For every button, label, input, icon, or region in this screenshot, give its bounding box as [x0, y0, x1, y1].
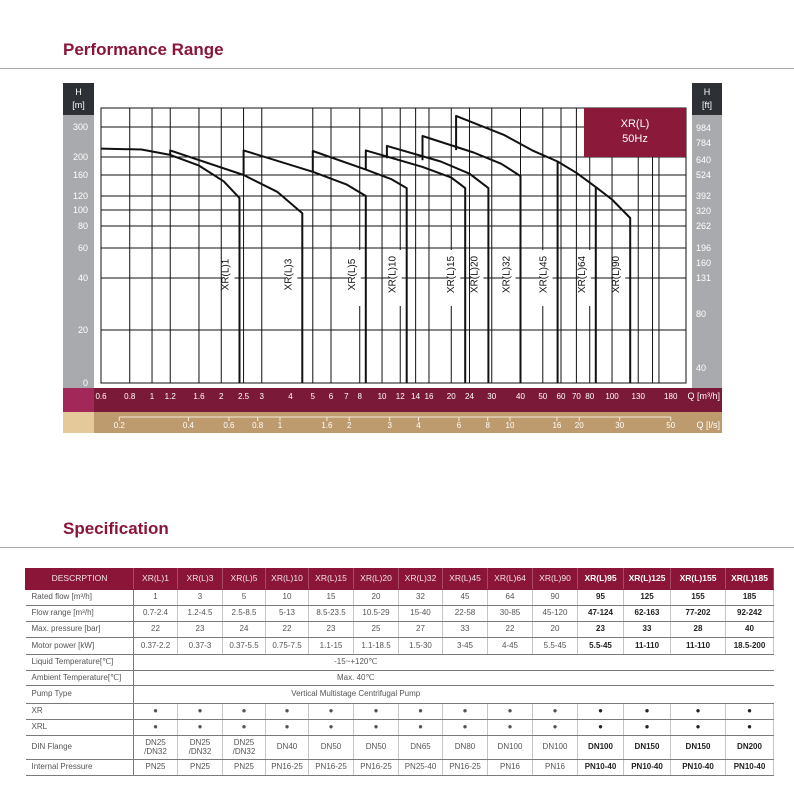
- table-cell: 24: [223, 622, 266, 638]
- table-cell: PN16-25: [309, 760, 354, 776]
- table-cell: 10.5-29: [354, 606, 399, 622]
- table-cell: ●: [266, 704, 309, 720]
- table-cell: ●: [134, 704, 178, 720]
- table-row: [26, 686, 774, 704]
- table-cell: ●: [624, 704, 671, 720]
- y-tick-label: 20: [77, 325, 88, 335]
- table-cell: PN10-40: [624, 760, 671, 776]
- right-axis-label: H: [703, 87, 711, 97]
- table-cell: 47-124: [578, 606, 624, 622]
- table-cell: DN25 /DN32: [178, 736, 223, 760]
- table-cell: 15: [309, 590, 354, 606]
- x-ls-tick-label: 10: [505, 421, 515, 430]
- header-model: XR(L)95: [578, 569, 624, 590]
- table-cell: ●: [178, 720, 223, 736]
- table-cell: PN10-40: [726, 760, 774, 776]
- table-cell: ●: [533, 704, 578, 720]
- x-tick-label: 20: [446, 392, 456, 401]
- section-divider: [0, 547, 794, 548]
- x-tick-label: 8: [357, 392, 362, 401]
- table-cell: 1: [134, 590, 178, 606]
- x-tick-label: 3: [259, 392, 264, 401]
- row-label: Max. pressure [bar]: [26, 622, 134, 638]
- table-cell: DN40: [266, 736, 309, 760]
- table-cell: 1.1-18.5: [354, 638, 399, 655]
- table-cell: 0.75-7.5: [266, 638, 309, 655]
- table-cell: 22-58: [443, 606, 488, 622]
- table-cell: 18.5-200: [726, 638, 774, 655]
- header-model: XR(L)5: [223, 569, 266, 590]
- series-label: XR(L)1: [220, 258, 232, 291]
- table-cell: PN10-40: [671, 760, 726, 776]
- table-cell: ●: [443, 704, 488, 720]
- left-axis-label: H: [75, 87, 82, 97]
- header-description: DESCRPTION: [26, 569, 134, 590]
- table-cell: 22: [266, 622, 309, 638]
- table-cell: ●: [671, 720, 726, 736]
- x-tick-label: 180: [664, 392, 678, 401]
- table-cell: PN25: [178, 760, 223, 776]
- table-cell: 20: [354, 590, 399, 606]
- performance-range-title: Performance Range: [63, 40, 224, 59]
- header-model: XR(L)45: [443, 569, 488, 590]
- table-cell: 23: [178, 622, 223, 638]
- y-tick-label: 40: [77, 273, 88, 283]
- y-right-tick-label: 524: [696, 170, 712, 180]
- row-label: XRL: [26, 720, 134, 736]
- table-cell: 30-85: [488, 606, 533, 622]
- table-cell: DN200: [726, 736, 774, 760]
- table-row: [26, 671, 774, 686]
- table-cell: 28: [671, 622, 726, 638]
- x-tick-label: 1.2: [164, 392, 176, 401]
- table-cell: 20: [533, 622, 578, 638]
- table-cell: PN16-25: [266, 760, 309, 776]
- table-cell: ●: [399, 704, 443, 720]
- table-cell: 3: [178, 590, 223, 606]
- table-cell: DN50: [354, 736, 399, 760]
- x-tick-label: 0.8: [124, 392, 136, 401]
- table-cell: 64: [488, 590, 533, 606]
- table-cell: 1.1-15: [309, 638, 354, 655]
- y-right-tick-label: 131: [696, 273, 712, 283]
- table-row: [26, 590, 774, 606]
- table-cell: 32: [399, 590, 443, 606]
- x-tick-label: 70: [571, 392, 581, 401]
- table-cell: 95: [578, 590, 624, 606]
- row-label: Rated flow [m³/h]: [26, 590, 134, 606]
- x-tick-label: 1: [149, 392, 155, 401]
- table-cell: DN100: [578, 736, 624, 760]
- table-cell: 45-120: [533, 606, 578, 622]
- x-ls-tick-label: 0.4: [182, 421, 195, 430]
- y-tick-label: 80: [77, 221, 88, 231]
- table-cell: ●: [533, 720, 578, 736]
- table-cell: ●: [624, 720, 671, 736]
- table-cell: DN50: [309, 736, 354, 760]
- legend-badge-frequency: 50Hz: [622, 133, 648, 145]
- legend-badge-model: XR(L): [620, 118, 650, 130]
- y-right-tick-label: 320: [696, 206, 712, 216]
- y-right-tick-label: 262: [696, 221, 712, 231]
- empty-cell: [578, 671, 774, 686]
- y-right-tick-label: 80: [696, 309, 707, 319]
- merged-value: Vertical Multistage Centrifugal Pump: [134, 686, 578, 704]
- table-cell: ●: [309, 704, 354, 720]
- row-label: Pump Type: [26, 686, 134, 704]
- table-cell: 125: [624, 590, 671, 606]
- row-label: Motor power [kW]: [26, 638, 134, 655]
- table-cell: ●: [488, 720, 533, 736]
- x-tick-label: 80: [585, 392, 595, 401]
- header-model: XR(L)32: [399, 569, 443, 590]
- y-right-tick-label: 40: [696, 363, 707, 373]
- merged-value: Max. 40℃: [134, 671, 578, 686]
- empty-cell: [578, 686, 774, 704]
- table-cell: DN25 /DN32: [223, 736, 266, 760]
- table-cell: DN150: [624, 736, 671, 760]
- y-right-tick-label: 640: [696, 155, 712, 165]
- y-tick-label: 160: [72, 170, 88, 180]
- table-cell: 23: [309, 622, 354, 638]
- x-band-left-ls: [63, 412, 94, 433]
- header-model: XR(L)1: [134, 569, 178, 590]
- x-tick-label: 1.6: [193, 392, 205, 401]
- table-cell: 5-13: [266, 606, 309, 622]
- y-right-tick-label: 196: [696, 243, 712, 253]
- x-tick-label: 14: [411, 392, 421, 401]
- table-cell: DN100: [488, 736, 533, 760]
- table-cell: ●: [726, 720, 774, 736]
- table-cell: 5: [223, 590, 266, 606]
- table-cell: PN25: [134, 760, 178, 776]
- x-tick-label: 40: [516, 392, 525, 401]
- table-header-row: [26, 569, 774, 590]
- table-cell: ●: [134, 720, 178, 736]
- series-label: XR(L)90: [611, 255, 623, 294]
- x-ls-tick-label: 1: [277, 421, 283, 430]
- table-cell: 11-110: [671, 638, 726, 655]
- table-cell: 3-45: [443, 638, 488, 655]
- row-label: Ambient Temperature[℃]: [26, 671, 134, 686]
- row-label: Liquid Temperature[℃]: [26, 655, 134, 671]
- x-tick-label: 5: [310, 392, 316, 401]
- x-axis-label-ls: Q [l/s]: [696, 420, 720, 430]
- x-ls-tick-label: 4: [416, 421, 421, 430]
- x-tick-label: 16: [424, 392, 434, 401]
- series-label: XR(L)32: [501, 255, 513, 294]
- table-cell: PN16-25: [354, 760, 399, 776]
- table-cell: 22: [488, 622, 533, 638]
- y-tick-label: 100: [72, 205, 88, 215]
- header-model: XR(L)15: [309, 569, 354, 590]
- y-right-tick-label: 160: [696, 258, 712, 268]
- x-tick-label: 50: [538, 392, 548, 401]
- x-tick-label: 10: [377, 392, 387, 401]
- table-cell: 15-40: [399, 606, 443, 622]
- table-cell: 25: [354, 622, 399, 638]
- x-axis-label-m3h: Q [m³/h]: [687, 391, 720, 401]
- table-row: [26, 704, 774, 720]
- y-right-tick-label: 392: [696, 191, 712, 201]
- right-axis-unit: [ft]: [701, 100, 713, 110]
- header-model: XR(L)10: [266, 569, 309, 590]
- specification-title: Specification: [63, 519, 169, 538]
- empty-cell: [578, 655, 774, 671]
- table-cell: 45: [443, 590, 488, 606]
- row-label: Flow range [m³/h]: [26, 606, 134, 622]
- table-cell: 27: [399, 622, 443, 638]
- table-cell: DN150: [671, 736, 726, 760]
- table-cell: 0.37-3: [178, 638, 223, 655]
- x-ls-tick-label: 3: [387, 421, 392, 430]
- table-cell: PN25-40: [399, 760, 443, 776]
- table-cell: ●: [178, 704, 223, 720]
- table-cell: 62-163: [624, 606, 671, 622]
- x-tick-label: 6: [328, 392, 334, 401]
- header-model: XR(L)125: [624, 569, 671, 590]
- table-cell: 33: [624, 622, 671, 638]
- merged-value: -15~+120℃: [134, 655, 578, 671]
- header-model: XR(L)155: [671, 569, 726, 590]
- x-ls-tick-label: 30: [615, 421, 625, 430]
- table-cell: ●: [578, 720, 624, 736]
- x-ls-tick-label: 50: [666, 421, 676, 430]
- table-row: [26, 638, 774, 655]
- x-ls-tick-label: 0.8: [252, 421, 264, 430]
- table-row: [26, 655, 774, 671]
- x-tick-label: 130: [631, 392, 645, 401]
- series-label: XR(L)15: [446, 255, 458, 294]
- x-tick-label: 24: [465, 392, 474, 401]
- x-tick-label: 0.6: [95, 392, 107, 401]
- y-right-tick-label: 984: [696, 123, 712, 133]
- header-model: XR(L)185: [726, 569, 774, 590]
- table-cell: ●: [671, 704, 726, 720]
- x-tick-label: 2.5: [237, 392, 250, 401]
- row-label: XR: [26, 704, 134, 720]
- table-cell: 10: [266, 590, 309, 606]
- table-cell: ●: [578, 704, 624, 720]
- y-tick-label: 200: [72, 152, 88, 162]
- table-cell: 40: [726, 622, 774, 638]
- table-cell: 22: [134, 622, 178, 638]
- y-right-tick-label: 784: [696, 138, 712, 148]
- header-model: XR(L)90: [533, 569, 578, 590]
- table-cell: ●: [223, 704, 266, 720]
- table-cell: ●: [354, 720, 399, 736]
- table-cell: 4-45: [488, 638, 533, 655]
- x-ls-tick-label: 16: [552, 421, 562, 430]
- table-cell: 0.7-2.4: [134, 606, 178, 622]
- x-ls-tick-label: 20: [574, 421, 584, 430]
- table-row: [26, 606, 774, 622]
- y-tick-label: 120: [72, 191, 88, 201]
- x-band-left: [63, 388, 94, 412]
- table-cell: 2.5-8.5: [223, 606, 266, 622]
- table-row: [26, 760, 774, 776]
- x-ls-tick-label: 1.6: [321, 421, 333, 430]
- x-ls-tick-label: 8: [485, 421, 490, 430]
- x-tick-label: 4: [288, 392, 293, 401]
- series-label: XR(L)5: [346, 258, 358, 291]
- table-cell: ●: [399, 720, 443, 736]
- table-cell: DN80: [443, 736, 488, 760]
- y-tick-label: 0: [82, 378, 88, 388]
- y-tick-label: 60: [77, 243, 88, 253]
- table-cell: 185: [726, 590, 774, 606]
- table-cell: ●: [354, 704, 399, 720]
- table-row: [26, 736, 774, 760]
- table-cell: 1.5-30: [399, 638, 443, 655]
- series-label: XR(L)10: [387, 255, 399, 294]
- header-model: XR(L)64: [488, 569, 533, 590]
- x-tick-label: 2: [219, 392, 224, 401]
- x-tick-label: 60: [556, 392, 566, 401]
- table-cell: 1.2-4.5: [178, 606, 223, 622]
- specification-table: [25, 568, 774, 776]
- table-cell: 0.37-2.2: [134, 638, 178, 655]
- table-cell: 23: [578, 622, 624, 638]
- table-cell: 8.5-23.5: [309, 606, 354, 622]
- table-cell: DN65: [399, 736, 443, 760]
- table-cell: ●: [223, 720, 266, 736]
- x-tick-label: 12: [395, 392, 405, 401]
- series-label: XR(L)64: [576, 255, 588, 294]
- header-model: XR(L)20: [354, 569, 399, 590]
- x-tick-label: 100: [605, 392, 619, 401]
- table-cell: DN100: [533, 736, 578, 760]
- x-tick-label: 7: [344, 392, 349, 401]
- table-cell: DN25 /DN32: [134, 736, 178, 760]
- table-cell: ●: [309, 720, 354, 736]
- y-tick-label: 300: [72, 122, 88, 132]
- table-cell: ●: [488, 704, 533, 720]
- table-cell: 92-242: [726, 606, 774, 622]
- header-model: XR(L)3: [178, 569, 223, 590]
- table-cell: 155: [671, 590, 726, 606]
- table-cell: PN16-25: [443, 760, 488, 776]
- table-cell: 0.37-5.5: [223, 638, 266, 655]
- row-label: Internal Pressure: [26, 760, 134, 776]
- table-cell: ●: [443, 720, 488, 736]
- table-cell: 33: [443, 622, 488, 638]
- table-cell: 77-202: [671, 606, 726, 622]
- table-row: [26, 622, 774, 638]
- series-label: XR(L)3: [283, 258, 295, 291]
- x-ls-tick-label: 2: [346, 421, 352, 430]
- table-cell: PN16: [533, 760, 578, 776]
- table-cell: 5.5-45: [533, 638, 578, 655]
- row-label: DIN Flange: [26, 736, 134, 760]
- table-cell: PN16: [488, 760, 533, 776]
- series-label: XR(L)20: [469, 255, 481, 294]
- x-axis-m3h-band: [94, 388, 722, 412]
- table-cell: 11-110: [624, 638, 671, 655]
- x-ls-tick-label: 0.6: [223, 421, 235, 430]
- table-cell: PN10-40: [578, 760, 624, 776]
- table-row: [26, 720, 774, 736]
- x-ls-tick-label: 6: [456, 421, 462, 430]
- table-cell: ●: [726, 704, 774, 720]
- x-ls-tick-label: 0.2: [113, 421, 125, 430]
- table-cell: ●: [266, 720, 309, 736]
- series-label: XR(L)45: [538, 255, 550, 294]
- x-tick-label: 30: [487, 392, 497, 401]
- table-cell: 90: [533, 590, 578, 606]
- table-cell: PN25: [223, 760, 266, 776]
- table-cell: 5.5-45: [578, 638, 624, 655]
- left-axis-unit: [m]: [72, 100, 85, 110]
